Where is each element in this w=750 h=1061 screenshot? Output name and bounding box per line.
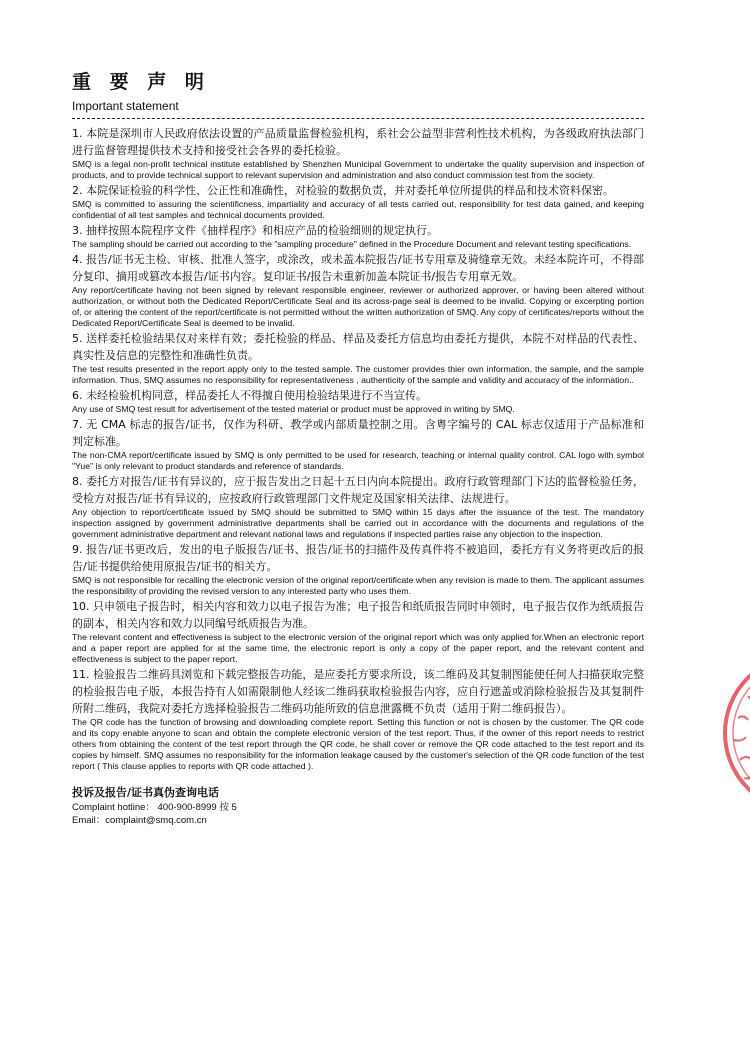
contact-heading: 投诉及报告/证书真伪查询电话 xyxy=(72,786,220,799)
contact-section xyxy=(72,784,644,827)
official-seal-icon xyxy=(718,648,750,818)
page-title: 重 要 声 明 xyxy=(72,71,210,93)
statement-item xyxy=(72,125,644,181)
statement-item xyxy=(72,251,644,329)
statement-en: SMQ is a legal non-profit technical institute established by Shenzhen Municipal Government to undertake the quality supervision and inspection of products, and to provide technical support to relevant supervision and administration and also conduct commission test from the society. xyxy=(72,159,644,180)
statement-cn: 5. 送样委托检验结果仅对来样有效；委托检验的样品、样品及委托方信息均由委托方提供，本院不对样品的代表性、真实性及信息的完整性和准确性负责。 xyxy=(72,332,644,362)
statement-item xyxy=(72,416,644,472)
statement-en: Any objection to report/certificate issued by SMQ should be submitted to SMQ within 15 days after the issuance of the test. The mandatory inspection assigned by government administrative departments shall be carried out in accordance with the documents and regulations of the government administrative department and relevant national laws and regulations if inspected parties raise any objection to the inspection. xyxy=(72,507,644,539)
statement-cn: 1. 本院是深圳市人民政府依法设置的产品质量监督检验机构，系社会公益型非营利性技术机构，为各级政府执法部门进行监督管理提供技术支持和接受社会各界的委托检验。 xyxy=(72,127,644,157)
complaint-hotline: Complaint hotline： 400-900-8999 按 5 xyxy=(72,802,237,813)
statement-item xyxy=(72,182,644,221)
statement-en: The sampling should be carried out according to the "sampling procedure" defined in the Procedure Document and relevant testing specifications. xyxy=(72,239,632,249)
statement-cn: 10. 只申领电子报告时，相关内容和效力以电子报告为准；电子报告和纸质报告同时申领时，电子报告仅作为纸质报告的副本，相关内容和效力以同编号纸质报告为准。 xyxy=(72,600,644,630)
statement-en: The test results presented in the report apply only to the tested sample. The customer provides thier own information, the sample, and the sample information. Thus, SMQ assumes no responsibility for representativeness , authenticity of the sample and validity and accuracy of the information.. xyxy=(72,364,644,385)
statement-item xyxy=(72,598,644,665)
statement-list xyxy=(72,125,644,772)
statement-en: Any use of SMQ test result for advertisement of the tested material or product must be approved in writing by SMQ. xyxy=(72,404,515,414)
statement-cn: 11. 检验报告二维码具浏览和下载完整报告功能，是应委托方要求所设，该二维码及其复制图能使任何人扫描获取完整的检验报告电子版，本报告持有人如需限制他人经该二维码获取检验报告内容，应自行遮盖或消除检验报告及其复制件所附二维码，我院对委托方选择检验报告二维码功能所致的信息泄露概不负责（适用于附二维码报告）。 xyxy=(72,668,644,715)
statement-cn: 6. 未经检验机构同意，样品委托人不得擅自使用检验结果进行不当宣传。 xyxy=(72,389,427,402)
statement-item xyxy=(72,473,644,540)
page-subtitle: Important statement xyxy=(72,99,179,113)
statement-en: The non-CMA report/certificate issued by SMQ is only permitted to be used for research, teaching or internal quality control. CAL logo with symbol "Yue" is only relevant to product standards and reference of standards. xyxy=(72,450,644,471)
dashed-divider xyxy=(72,118,644,119)
statement-item xyxy=(72,666,644,772)
statement-en: The relevant content and effectiveness is subject to the electronic version of the original report which was only applied for.When an electronic report and a paper report are applied for at the same time, the electronic report is only a copy of the paper report, and the relevant content and effectiveness is subject to the paper report. xyxy=(72,632,644,664)
statement-en: SMQ is committed to assuring the scientificness, impartiality and accuracy of all tests carried out, responsibility for test data gained, and keeping confidential of all test samples and technical documents provided. xyxy=(72,199,644,220)
complaint-email: Email：complaint@smq.com.cn xyxy=(72,815,207,826)
statement-page xyxy=(72,68,644,827)
statement-cn: 7. 无 CMA 标志的报告/证书，仅作为科研、教学或内部质量控制之用。含粤字编号的 CAL 标志仅适用于产品标准和判定标准。 xyxy=(72,418,644,448)
statement-item xyxy=(72,541,644,597)
statement-cn: 8. 委托方对报告/证书有异议的，应于报告发出之日起十五日内向本院提出。政府行政管理部门下达的监督检验任务，受检方对报告/证书有异议的，应按政府行政管理部门文件规定及国家相关法律、法规进行。 xyxy=(72,475,644,505)
statement-item xyxy=(72,222,644,250)
statement-cn: 9. 报告/证书更改后，发出的电子版报告/证书、报告/证书的扫描件及传真件将不被追回，委托方有义务将更改后的报告/证书提供给使用原报告/证书的相关方。 xyxy=(72,543,644,573)
statement-en: SMQ is not responsible for recalling the electronic version of the original report/certificate when any revision is made to them. The applicant assumes the responsibility of providing the revised version to any interested party who uses them. xyxy=(72,575,644,596)
statement-en: Any report/certificate having not been signed by relevant responsible engineer, reviewer or authorized approver, or having been altered without authorization, or without both the Dedicated Report/Certificate Seal and its across-page seal is deemed to be invalid. Copying or excerpting portion of, or altering the content of the report/certificate is not permitted without the written authorization of SMQ. Any copy of certificates/reports without the Dedicated Report/Certificate Seal is deemed to be invalid. xyxy=(72,285,644,328)
statement-en: The QR code has the function of browsing and downloading complete report. Setting this function or not is chosen by the customer. The QR code and its copy enable anyone to scan and obtain the complete electronic version of the test report. Thus, if the owner of this report needs to restrict others from obtaining the content of the test report through the QR code, he shall cover or remove the QR code attached to the test report and its copies by himself. SMQ assumes no responsibility for the information leakage caused by the customer's selection of the QR code function of the test report ( This clause applies to reports with QR code attached ). xyxy=(72,717,644,771)
statement-cn: 3. 抽样按照本院程序文件《抽样程序》和相应产品的检验细则的规定执行。 xyxy=(72,224,438,237)
statement-item xyxy=(72,330,644,386)
statement-item xyxy=(72,387,644,415)
statement-cn: 2. 本院保证检验的科学性、公正性和准确性，对检验的数据负责，并对委托单位所提供的样品和技术资料保密。 xyxy=(72,184,614,197)
statement-cn: 4. 报告/证书无主检、审核、批准人签字，或涂改，或未盖本院报告/证书专用章及骑缝章无效。未经本院许可，不得部分复印、摘用或篡改本报告/证书内容。复印证书/报告未重新加盖本院证书/报告专用章无效。 xyxy=(72,253,644,283)
